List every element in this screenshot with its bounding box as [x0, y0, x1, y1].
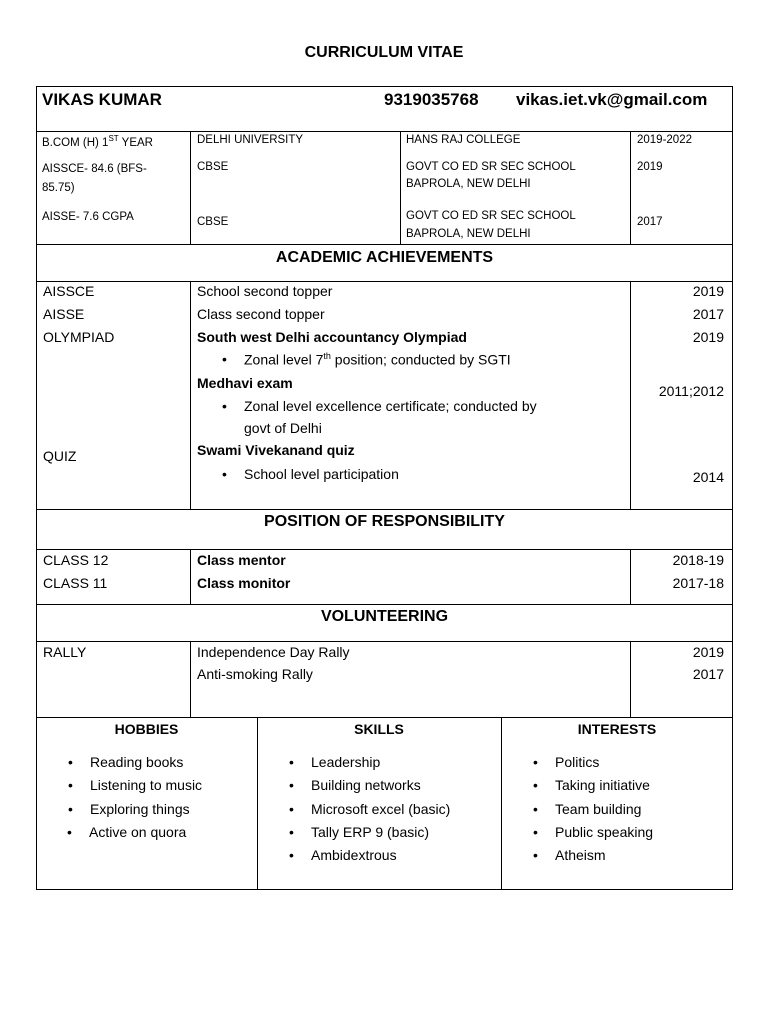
- interest-item: • Taking initiative: [555, 777, 650, 793]
- interests-heading: INTERESTS: [577, 721, 657, 737]
- volunteering-year: 2019: [692, 644, 724, 660]
- achievement-year: 2019: [692, 283, 724, 299]
- hobby-item: • Listening to music: [90, 777, 202, 793]
- responsibility-role: Class mentor: [197, 552, 286, 568]
- divider: [36, 717, 733, 718]
- achievement-text: Class second topper: [197, 306, 325, 322]
- divider: [190, 281, 191, 509]
- divider: [36, 549, 733, 550]
- responsibility-year: 2017-18: [672, 575, 724, 591]
- achievement-label: QUIZ: [43, 448, 77, 464]
- divider: [190, 549, 191, 604]
- divider: [36, 281, 733, 282]
- divider: [36, 131, 733, 132]
- section-heading-academic: ACADEMIC ACHIEVEMENTS: [275, 249, 494, 266]
- education-year: 2019: [637, 161, 663, 173]
- list-item: • School level participation: [244, 466, 399, 482]
- divider: [190, 131, 191, 244]
- education-institute: GOVT CO ED SR SEC SCHOOL: [406, 210, 576, 222]
- divider: [400, 131, 401, 244]
- education-degree: 85.75): [42, 182, 75, 194]
- divider: [36, 641, 733, 642]
- achievement-label: AISSE: [43, 306, 85, 322]
- achievement-year: 2017: [692, 306, 724, 322]
- divider: [630, 131, 631, 244]
- volunteering-label: RALLY: [43, 644, 87, 660]
- email-address: vikas.iet.vk@gmail.com: [516, 90, 708, 109]
- achievement-title: Medhavi exam: [197, 375, 293, 391]
- candidate-name: VIKAS KUMAR: [42, 90, 162, 109]
- responsibility-year: 2018-19: [672, 552, 724, 568]
- skills-heading: SKILLS: [354, 721, 404, 737]
- achievement-year: 2014: [692, 469, 724, 485]
- divider: [257, 717, 258, 890]
- section-heading-volunteering: VOLUNTEERING: [320, 608, 449, 625]
- hobby-item: • Active on quora: [89, 824, 186, 840]
- education-degree: B.COM (H) 1ST YEAR: [42, 134, 153, 149]
- volunteering-year: 2017: [692, 666, 724, 682]
- interest-item: • Public speaking: [555, 824, 653, 840]
- interest-item: • Team building: [555, 801, 641, 817]
- hobby-item: • Exploring things: [90, 801, 190, 817]
- education-year: 2017: [637, 216, 663, 228]
- education-institute: HANS RAJ COLLEGE: [406, 134, 521, 146]
- document-title: CURRICULUM VITAE: [304, 44, 464, 61]
- achievement-year: 2011;2012: [658, 383, 724, 399]
- skill-item: • Tally ERP 9 (basic): [311, 824, 429, 840]
- interest-item: • Politics: [555, 754, 599, 770]
- achievement-title: Swami Vivekanand quiz: [197, 442, 355, 458]
- responsibility-class: CLASS 12: [43, 552, 109, 568]
- section-heading-responsibility: POSITION OF RESPONSIBILITY: [264, 513, 505, 530]
- volunteering-item: Independence Day Rally: [197, 644, 350, 660]
- hobbies-heading: HOBBIES: [114, 721, 179, 737]
- achievement-label: OLYMPIAD: [43, 329, 115, 345]
- divider: [36, 509, 733, 510]
- achievement-label: AISSCE: [43, 283, 95, 299]
- phone-number: 9319035768: [384, 90, 479, 109]
- education-board: CBSE: [197, 216, 229, 228]
- responsibility-class: CLASS 11: [43, 575, 108, 591]
- hobby-item: • Reading books: [90, 754, 183, 770]
- achievement-title: South west Delhi accountancy Olympiad: [197, 329, 467, 345]
- education-institute: BAPROLA, NEW DELHI: [406, 178, 531, 190]
- education-degree: AISSCE- 84.6 (BFS-: [42, 163, 147, 175]
- education-year: 2019-2022: [637, 134, 692, 146]
- list-item-continued: govt of Delhi: [244, 420, 322, 436]
- divider: [36, 604, 733, 605]
- divider: [190, 641, 191, 717]
- responsibility-role: Class monitor: [197, 575, 291, 591]
- skill-item: • Leadership: [311, 754, 380, 770]
- list-item: • Zonal level 7th position; conducted by SGTI: [244, 351, 511, 368]
- education-board: CBSE: [197, 161, 229, 173]
- education-institute: GOVT CO ED SR SEC SCHOOL: [406, 161, 576, 173]
- volunteering-item: Anti-smoking Rally: [197, 666, 313, 682]
- education-institute: BAPROLA, NEW DELHI: [406, 228, 531, 240]
- interest-item: • Atheism: [555, 847, 606, 863]
- list-item: • Zonal level excellence certificate; conducted by: [244, 398, 537, 414]
- achievement-year: 2019: [692, 329, 724, 345]
- education-degree: AISSE- 7.6 CGPA: [42, 211, 134, 223]
- education-board: DELHI UNIVERSITY: [197, 134, 304, 146]
- skill-item: • Microsoft excel (basic): [311, 801, 450, 817]
- skill-item: • Building networks: [311, 777, 421, 793]
- achievement-text: School second topper: [197, 283, 333, 299]
- skill-item: • Ambidextrous: [311, 847, 397, 863]
- divider: [36, 244, 733, 245]
- divider: [501, 717, 502, 890]
